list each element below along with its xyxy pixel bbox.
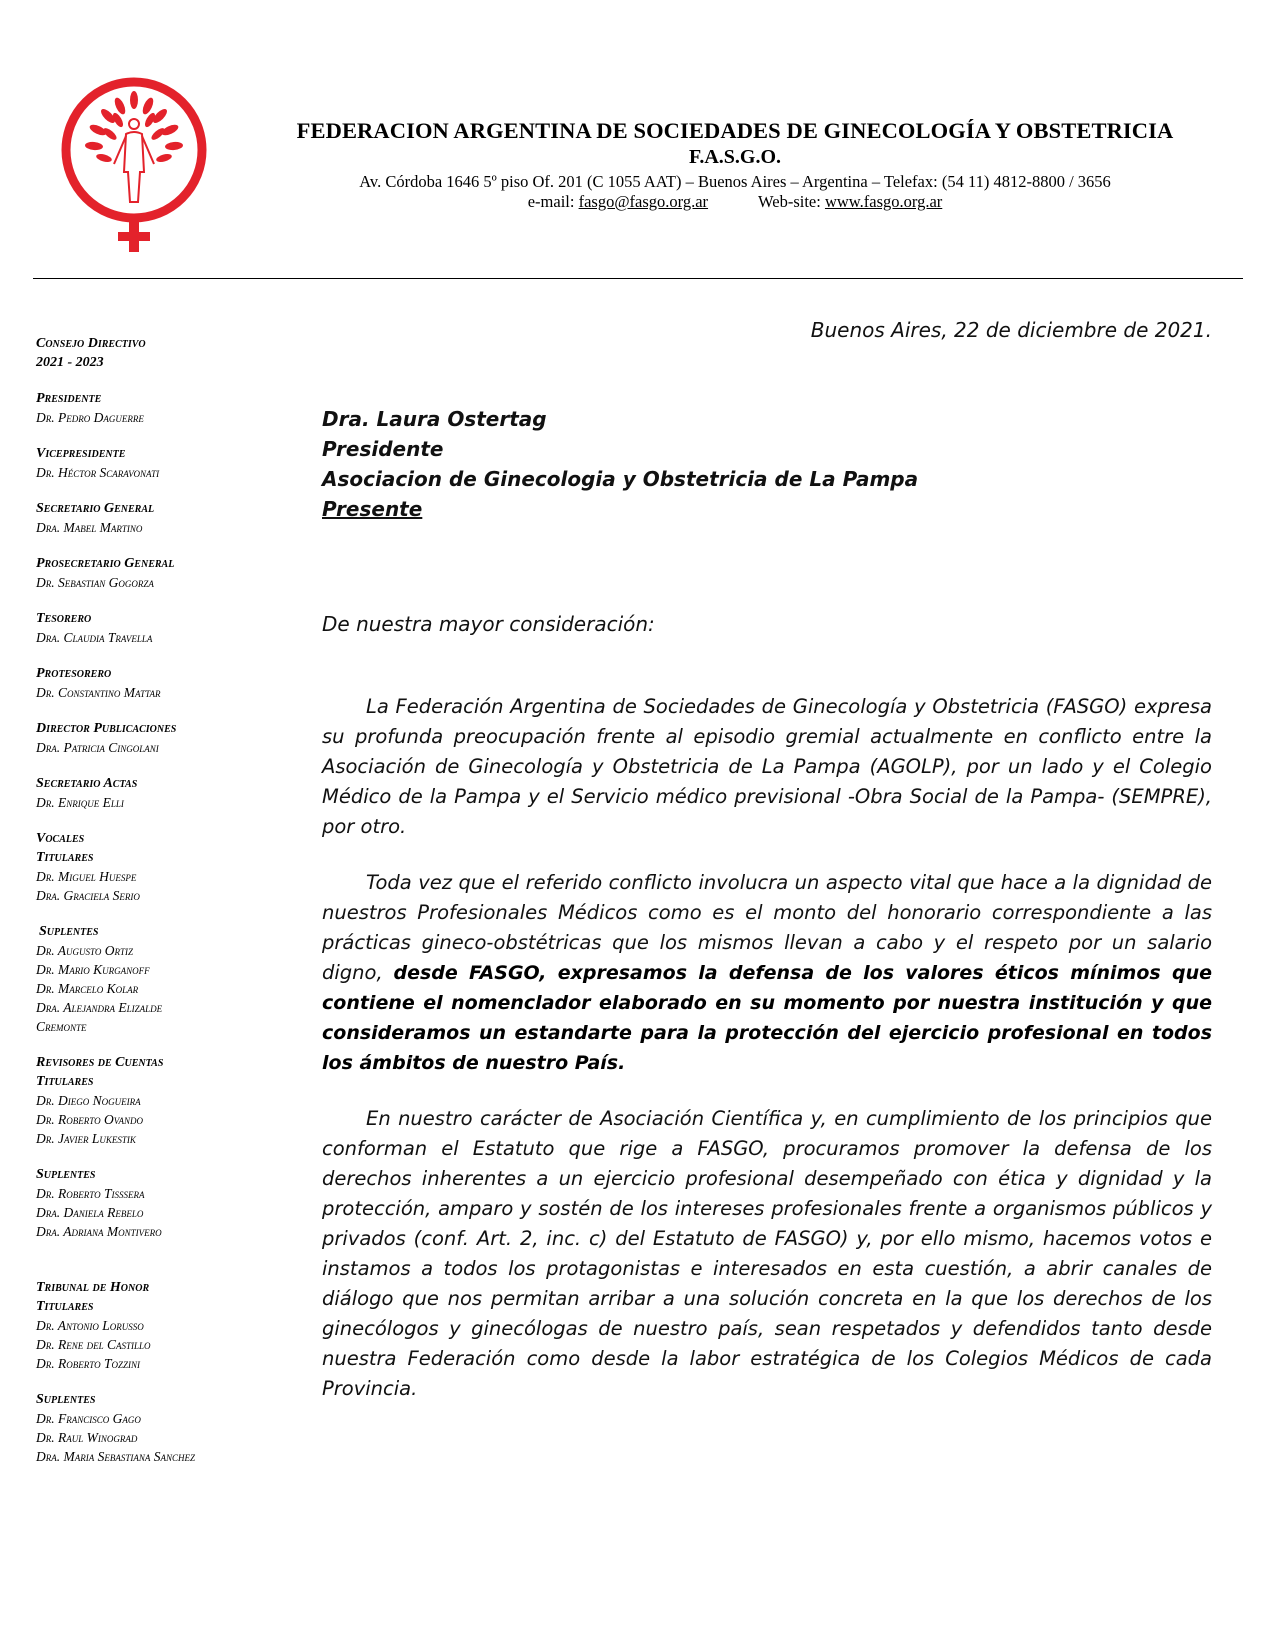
letterhead (250, 118, 1220, 212)
member-name: Dr. Javier Lukestik (36, 1131, 136, 1146)
member-name: Cremonte (36, 1019, 87, 1034)
letter-date: Buenos Aires, 22 de diciembre de 2021. (810, 318, 1212, 342)
subrole-title: Suplentes (36, 1167, 96, 1182)
member-name: Dr. Miguel Huespe (36, 869, 137, 884)
role-title: Tribunal de Honor (36, 1280, 150, 1295)
board-role-group (36, 499, 276, 537)
role-title: Presidente (36, 391, 102, 406)
subrole-title: Titulares (36, 1074, 94, 1089)
role-title: Secretario Actas (36, 776, 138, 791)
board-role-group (36, 719, 276, 757)
member-name: Dr. Roberto Ovando (36, 1112, 144, 1127)
recipient-block (322, 404, 1212, 524)
role-title: Protesorero (36, 666, 112, 681)
member-name: Dr. Héctor Scaravonati (36, 465, 160, 480)
tribunal-group (36, 1278, 276, 1373)
board-sidebar (36, 334, 276, 1483)
subrole-title: Titulares (36, 1299, 94, 1314)
council-period: 2021 - 2023 (36, 355, 104, 370)
paragraph-2-bold-text: desde FASGO, expresamos la defensa de los valores éticos mínimos que contiene el nomenclador elaborado en su momento por nuestra institución y que consideramos un estandarte para la protección del ejercicio profesional en todos los ámbitos de nuestro País. (322, 962, 1212, 1074)
member-name: Dr. Rene del Castillo (36, 1337, 151, 1352)
board-role-group (36, 389, 276, 427)
recipient-name: Dra. Laura Ostertag (322, 407, 547, 431)
member-name: Dr. Raul Winograd (36, 1430, 138, 1445)
member-name: Dr. Roberto Tisssera (36, 1186, 145, 1201)
role-title: Revisores de Cuentas (36, 1055, 164, 1070)
paragraph-1: La Federación Argentina de Sociedades de Ginecología y Obstetricia (FASGO) expresa su profunda preocupación frente al episodio gremial actualmente en conflicto entre la Asociación de Ginecología y Obstetricia de La Pampa (AGOLP), por un lado y el Colegio Médico de la Pampa y el Servicio médico previsional -Obra Social de la Pampa- (SEMPRE), por otro. (322, 695, 1212, 838)
revisores-suplentes-group (36, 1165, 276, 1241)
member-name: Dr. Constantino Mattar (36, 685, 161, 700)
board-role-group (36, 609, 276, 647)
org-address: Av. Córdoba 1646 5º piso Of. 201 (C 1055 AAT) – Buenos Aires – Argentina – Telefax: (54 11) 4812-8800 / 3656 (359, 172, 1111, 191)
subrole-title: Suplentes (39, 924, 99, 939)
recipient-role: Presidente (322, 437, 444, 461)
paragraph-3: En nuestro carácter de Asociación Científica y, en cumplimiento de los principios que conforman el Estatuto que rige a FASGO, procuramos promover la defensa de los derechos inherentes a un ejercicio profesional desempeñado con ética y dignidad y la protección, amparo y sostén de los intereses profesionales frente a organismos públicos y privados (conf. Art. 2, inc. c) del Estatuto de FASGO) y, por ello mismo, hacemos votos e instamos a todos los protagonistas e interesados en esta cuestión, a abrir canales de diálogo que nos permitan arribar a una solución concreta en la que los derechos de los ginecólogos y ginecólogas de nuestro país, sean respetados y defendidos tanto desde nuestra Federación como desde la labor estratégica de los Colegios Médicos de cada Provincia. (322, 1107, 1212, 1400)
org-contact (250, 192, 1220, 212)
role-title: Director Publicaciones (36, 721, 177, 736)
member-name: Dr. Diego Nogueira (36, 1093, 141, 1108)
role-title: Tesorero (36, 611, 92, 626)
board-role-group (36, 444, 276, 482)
board-role-group (36, 554, 276, 592)
council-title: Consejo Directivo (36, 336, 146, 351)
salutation: De nuestra mayor consideración: (322, 612, 655, 636)
revisores-group (36, 1053, 276, 1148)
website-label: Web-site: (758, 192, 821, 211)
member-name: Dra. Patricia Cingolani (36, 740, 159, 755)
header-divider (33, 278, 1243, 279)
website-link[interactable]: www.fasgo.org.ar (824, 192, 943, 211)
member-name: Dra. Maria Sebastiana Sanchez (36, 1449, 195, 1464)
member-name: Dra. Adriana Montivero (36, 1224, 162, 1239)
role-title: Vicepresidente (36, 446, 126, 461)
tribunal-suplentes-group (36, 1390, 276, 1466)
council-heading (36, 334, 276, 372)
member-name: Dr. Antonio Lorusso (36, 1318, 144, 1333)
member-name: Dr. Enrique Elli (36, 795, 124, 810)
paragraph-2-text: Toda vez que el referido conflicto involucra un aspecto vital que hace a la dignidad de nuestros Profesionales Médicos como es el monto del honorario correspondiente a las prácticas gineco-obstétricas que los mismos llevan a cabo y el respeto por un salario digno, (322, 871, 1212, 984)
board-role-group (36, 774, 276, 812)
member-name: Dra. Graciela Serio (36, 888, 140, 903)
member-name: Dr. Augusto Ortiz (36, 943, 133, 958)
member-name: Dra. Alejandra Elizalde (36, 1000, 163, 1015)
member-name: Dr. Roberto Tozzini (36, 1356, 140, 1371)
recipient-presente: Presente (322, 497, 423, 521)
member-name: Dra. Claudia Travella (36, 630, 153, 645)
role-title: Vocales (36, 831, 85, 846)
email-label: e-mail: (527, 192, 575, 211)
fasgo-logo-icon (56, 72, 216, 252)
member-name: Dra. Daniela Rebelo (36, 1205, 144, 1220)
subrole-title: Titulares (36, 850, 94, 865)
paragraph-2 (322, 868, 1212, 1078)
role-title: Prosecretario General (36, 556, 175, 571)
member-name: Dr. Sebastian Gogorza (36, 575, 154, 590)
member-name: Dra. Mabel Martino (36, 520, 143, 535)
org-acronym: F.A.S.G.O. (688, 146, 782, 168)
member-name: Dr. Mario Kurganoff (36, 962, 150, 977)
email-link[interactable]: fasgo@fasgo.org.ar (578, 192, 709, 211)
recipient-org: Asociacion de Ginecologia y Obstetricia de La Pampa (322, 467, 919, 491)
member-name: Dr. Francisco Gago (36, 1411, 141, 1426)
letter-body (322, 318, 1212, 1404)
board-role-group (36, 664, 276, 702)
member-name: Dr. Marcelo Kolar (36, 981, 139, 996)
vocales-suplentes-group (36, 922, 276, 1036)
vocales-group (36, 829, 276, 905)
role-title: Secretario General (36, 501, 155, 516)
subrole-title: Suplentes (36, 1392, 96, 1407)
member-name: Dr. Pedro Daguerre (36, 410, 144, 425)
org-name: FEDERACION ARGENTINA DE SOCIEDADES DE GINECOLOGÍA Y OBSTETRICIA (296, 118, 1174, 143)
